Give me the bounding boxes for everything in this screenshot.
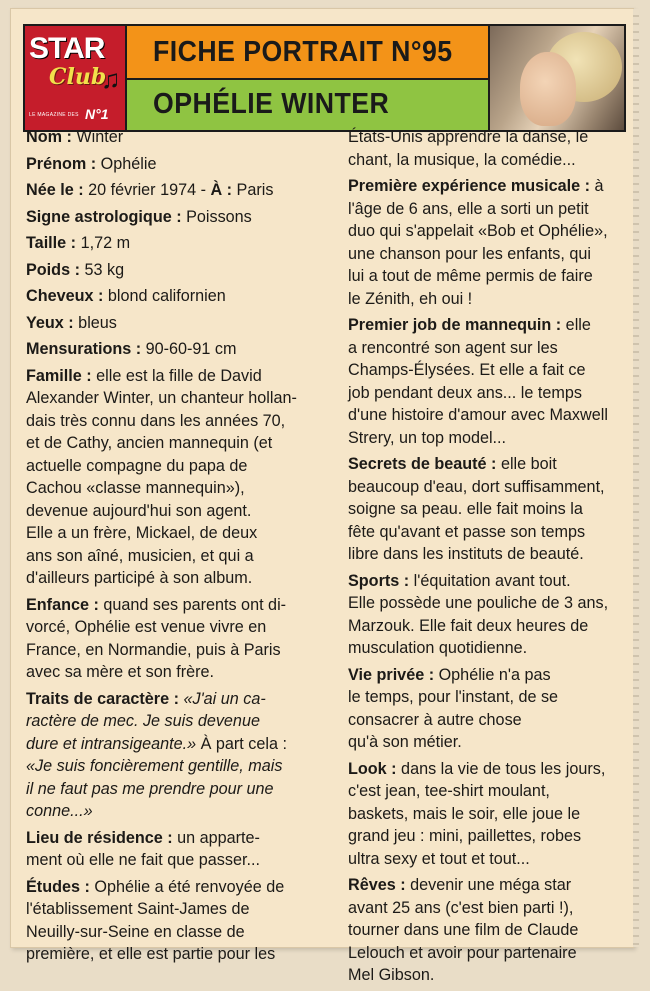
text-line: Mel Gibson. bbox=[348, 966, 435, 984]
text-fragment: elle boit bbox=[496, 455, 557, 473]
text-line: ans son aîné, musicien, et qui a bbox=[26, 546, 254, 565]
field-value: 20 février 1974 - bbox=[83, 181, 211, 199]
field-value: Ophélie bbox=[96, 154, 157, 173]
text-line: baskets, mais le soir, elle joue le bbox=[348, 804, 581, 823]
field-label: Famille : bbox=[26, 366, 92, 385]
field-label: Sports : bbox=[348, 571, 410, 590]
quote-fragment: dure et intransigeante.» bbox=[26, 734, 197, 753]
text-line: c'est jean, tee-shirt moulant, bbox=[348, 782, 550, 800]
field-value: blond californien bbox=[103, 287, 226, 305]
text-line bbox=[26, 827, 322, 850]
text-line: qu'à son métier. bbox=[348, 733, 462, 751]
field-yeux bbox=[26, 312, 322, 335]
text-line: actuelle compagne du papa de bbox=[26, 456, 248, 475]
field-label: Premier job de mannequin : bbox=[348, 316, 562, 334]
field-label: Taille : bbox=[26, 234, 77, 252]
text-line: Cachou «classe mannequin»), bbox=[26, 479, 245, 497]
field-mensurations bbox=[26, 338, 322, 361]
card-header bbox=[23, 24, 626, 132]
field-poids bbox=[26, 259, 322, 282]
text-line: avant 25 ans (c'est bien parti !), bbox=[348, 898, 574, 917]
field-prenom bbox=[26, 153, 322, 176]
text-line bbox=[348, 314, 626, 337]
text-line bbox=[26, 778, 322, 801]
field-reves bbox=[348, 874, 626, 987]
field-lieu bbox=[26, 827, 322, 872]
artist-name: OPHÉLIE WINTER bbox=[153, 88, 390, 120]
text-line: et de Cathy, ancien mannequin (et bbox=[26, 434, 273, 452]
text-fragment: devenir une méga star bbox=[405, 876, 572, 894]
text-line: avec sa mère et son frère. bbox=[26, 663, 215, 681]
text-line: fête qu'avant et passe son temps bbox=[348, 522, 586, 541]
text-fragment: elle est la fille de David bbox=[91, 366, 262, 385]
quote-fragment: «Je suis foncièrement gentille, mais bbox=[26, 757, 283, 775]
field-job bbox=[348, 314, 626, 449]
text-line: vorcé, Ophélie est venue vivre en bbox=[26, 618, 267, 636]
quote-fragment: conne...» bbox=[26, 802, 93, 820]
text-line: libre dans les instituts de beauté. bbox=[348, 545, 584, 563]
field-label: Née le : bbox=[26, 181, 84, 199]
field-etudes bbox=[26, 876, 322, 966]
text-line: devenue aujourd'hui son agent. bbox=[26, 501, 252, 520]
logo-club: Club bbox=[49, 64, 107, 90]
field-traits bbox=[26, 688, 322, 823]
text-line bbox=[26, 365, 322, 388]
field-label: Première expérience musicale : bbox=[348, 177, 591, 195]
field-label: Traits de caractère : bbox=[26, 689, 179, 708]
field-value: Paris bbox=[232, 181, 274, 199]
text-fragment: dans la vie de tous les jours, bbox=[396, 759, 606, 778]
text-line: a rencontré son agent sur les bbox=[348, 338, 558, 357]
field-label: Nom : bbox=[26, 128, 72, 146]
star-club-logo bbox=[23, 24, 127, 132]
title-bar bbox=[127, 24, 488, 80]
field-taille bbox=[26, 232, 322, 255]
text-line: Elle a un frère, Mickael, de deux bbox=[26, 524, 258, 542]
field-label: Enfance : bbox=[26, 595, 99, 614]
field-value: 53 kg bbox=[79, 260, 125, 279]
field-value: bleus bbox=[73, 313, 117, 332]
field-value: 1,72 m bbox=[76, 234, 131, 252]
field-vie-privee bbox=[348, 664, 626, 754]
text-line bbox=[348, 453, 626, 476]
quote-fragment: ractère de mec. Je suis devenue bbox=[26, 712, 260, 730]
quote-fragment: «J'ai un ca- bbox=[178, 689, 266, 708]
left-column bbox=[26, 126, 322, 970]
field-label: Vie privée : bbox=[348, 665, 435, 684]
field-label: Secrets de beauté : bbox=[348, 455, 497, 473]
text-line: France, en Normandie, puis à Paris bbox=[26, 640, 281, 659]
text-line: grand jeu : mini, paillettes, robes bbox=[348, 827, 582, 845]
text-line: d'ailleurs participé à son album. bbox=[26, 569, 253, 587]
field-label: Signe astrologique : bbox=[26, 207, 182, 226]
text-line: Neuilly-sur-Seine en classe de bbox=[26, 922, 245, 941]
text-line: chant, la musique, la comédie... bbox=[348, 150, 576, 169]
field-enfance bbox=[26, 594, 322, 684]
text-line bbox=[348, 175, 626, 198]
field-look bbox=[348, 758, 626, 871]
text-line bbox=[348, 570, 626, 593]
field-etudes-cont bbox=[348, 126, 626, 171]
text-fragment: À part cela : bbox=[196, 734, 287, 753]
field-label: Études : bbox=[26, 877, 90, 896]
text-line: job pendant deux ans... le temps bbox=[348, 383, 582, 402]
field-value: Poissons bbox=[181, 207, 252, 226]
logo-brand: STAR bbox=[29, 32, 105, 65]
text-fragment: Ophélie a été renvoyée de bbox=[89, 877, 285, 896]
text-line: États-Unis apprendre la danse, le bbox=[348, 128, 589, 146]
field-label: Poids : bbox=[26, 260, 80, 279]
text-fragment: l'équitation avant tout. bbox=[409, 571, 571, 590]
text-line: d'une histoire d'amour avec Maxwell bbox=[348, 406, 608, 424]
text-line: duo qui s'appelait «Bob et Ophélie», bbox=[348, 222, 608, 240]
text-line: dais très connu dans les années 70, bbox=[26, 411, 286, 430]
text-fragment: quand ses parents ont di- bbox=[98, 595, 287, 614]
text-line bbox=[348, 758, 626, 781]
field-value: 90-60-91 cm bbox=[141, 340, 237, 358]
text-line bbox=[26, 733, 322, 756]
text-line bbox=[26, 755, 322, 778]
field-label: Mensurations : bbox=[26, 340, 142, 358]
field-naissance bbox=[26, 179, 322, 202]
field-label: Cheveux : bbox=[26, 287, 104, 305]
field-cheveux bbox=[26, 285, 322, 308]
field-label: Lieu de résidence : bbox=[26, 828, 173, 847]
text-line: ment où elle ne fait que passer... bbox=[26, 851, 260, 869]
field-label: Yeux : bbox=[26, 313, 74, 332]
quote-fragment: il ne faut pas me prendre pour une bbox=[26, 779, 274, 798]
text-line: Alexander Winter, un chanteur hollan- bbox=[26, 389, 297, 407]
text-fragment: Ophélie n'a pas bbox=[434, 665, 551, 684]
right-column bbox=[348, 126, 626, 991]
text-line: le Zénith, eh oui ! bbox=[348, 289, 473, 308]
field-sports bbox=[348, 570, 626, 660]
text-fragment: elle bbox=[561, 316, 591, 334]
text-line bbox=[348, 874, 626, 897]
text-line: tourner dans une film de Claude bbox=[348, 921, 579, 939]
field-label: Prénom : bbox=[26, 154, 97, 173]
music-note-icon: ♫ bbox=[101, 64, 121, 94]
field-experience bbox=[348, 175, 626, 310]
text-line bbox=[26, 800, 322, 823]
text-line: Elle possède une pouliche de 3 ans, bbox=[348, 594, 609, 612]
photo-face bbox=[520, 52, 576, 126]
field-value: Winter bbox=[71, 128, 124, 146]
text-line: Lelouch et avoir pour partenaire bbox=[348, 943, 577, 962]
text-line: Strery, un top model... bbox=[348, 428, 507, 447]
page-title: FICHE PORTRAIT N°95 bbox=[153, 36, 453, 68]
text-line: consacrer à autre chose bbox=[348, 710, 522, 729]
text-line: musculation quotidienne. bbox=[348, 639, 528, 657]
field-label: Look : bbox=[348, 759, 397, 778]
text-line: une chanson pour les enfants, qui bbox=[348, 244, 591, 263]
text-line bbox=[26, 688, 322, 711]
text-line: première, et elle est partie pour les bbox=[26, 945, 276, 963]
text-line: lui a tout de même permis de faire bbox=[348, 267, 593, 285]
logo-number: N°1 bbox=[85, 106, 109, 122]
field-famille bbox=[26, 365, 322, 590]
text-line bbox=[26, 594, 322, 617]
subtitle-bar bbox=[127, 80, 488, 132]
logo-tagline: LE MAGAZINE DES bbox=[29, 112, 79, 118]
field-beaute bbox=[348, 453, 626, 566]
text-fragment: un apparte- bbox=[172, 828, 260, 847]
text-line: l'établissement Saint-James de bbox=[26, 900, 250, 918]
text-line bbox=[26, 710, 322, 733]
field-label: À : bbox=[210, 181, 233, 199]
field-label: Rêves : bbox=[348, 876, 406, 894]
text-line: ultra sexy et tout et tout... bbox=[348, 849, 530, 868]
text-line: l'âge de 6 ans, elle a sorti un petit bbox=[348, 199, 589, 218]
text-line bbox=[348, 664, 626, 687]
field-signe bbox=[26, 206, 322, 229]
text-line: Champs-Élysées. Et elle a fait ce bbox=[348, 361, 586, 379]
text-fragment: à bbox=[590, 177, 604, 195]
text-line: beaucoup d'eau, dort suffisamment, bbox=[348, 477, 605, 496]
portrait-photo bbox=[488, 24, 626, 132]
text-line: le temps, pour l'instant, de se bbox=[348, 688, 559, 706]
text-line bbox=[26, 876, 322, 899]
content-columns bbox=[14, 126, 624, 984]
text-line: Marzouk. Elle fait deux heures de bbox=[348, 616, 589, 635]
field-nom bbox=[26, 126, 322, 149]
text-line: soigne sa peau. elle fait moins la bbox=[348, 500, 583, 518]
